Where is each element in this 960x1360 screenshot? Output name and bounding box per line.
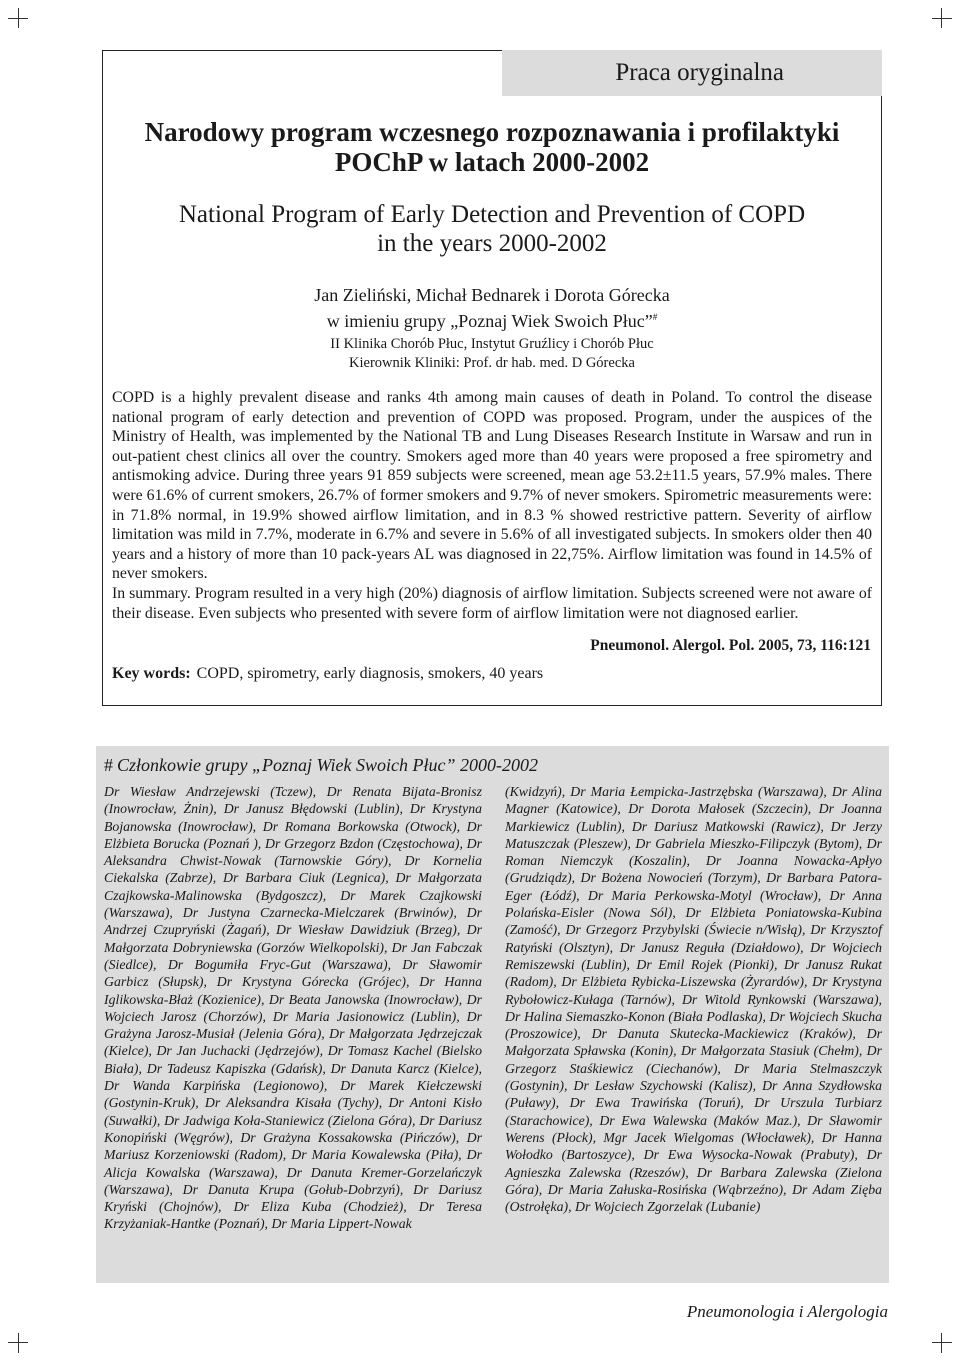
affiliation [102, 335, 882, 373]
citation: Pneumonol. Alergol. Pol. 2005, 73, 116:121 [590, 637, 871, 654]
section-tag-label: Praca oryginalna [615, 59, 784, 86]
members-heading [104, 755, 538, 776]
crop-mark [18, 1333, 19, 1353]
members-hash: # [104, 755, 113, 775]
polish-title-line1: Narodowy program wczesnego rozpoznawania i profilaktyki [144, 117, 840, 147]
authors [102, 284, 882, 332]
abstract-paragraph: COPD is a highly prevalent disease and ranks 4th among main causes of death in Poland. To control the disease national program of early detection and prevention of COPD was proposed. Program, under the auspices of the Ministry of Health, was implemented by the National TB and Lung Diseases Research Institute in Warsaw and run in out-patient chest clinics all over the country. Smokers aged more than 40 years were proposed a free spirometry and antismoking advice. During three years 91 859 subjects were screened, mean age 53.2±11.5 years, 57.9% males. There were 61.6% of current smokers, 26.7% of former smokers and 9.7% of never smokers. Spirometric measurements were: in 71.8% normal, in 19.9% showed airflow limitation, and in 8.3 % showed restrictive pattern. Severity of airflow limitation was mild in 7.7%, moderate in 6.7% and severe in 5.6% of all investigated subjects. In smokers older then 40 years and a history of more than 10 pack-years AL was diagnosed in 22,75%. Airflow limitation was found in 14.5% of never smokers. [112, 389, 872, 583]
keywords-label: Key words: [112, 665, 191, 682]
abstract [112, 388, 872, 623]
members-heading-text: Członkowie grupy „Poznaj Wiek Swoich Płuc” 2000-2002 [117, 755, 538, 775]
keywords-text: COPD, spirometry, early diagnosis, smokers, 40 years [196, 665, 544, 682]
crop-mark [932, 1342, 952, 1343]
footnote-mark: # [652, 312, 658, 322]
section-tag [502, 50, 882, 96]
affiliation-line2: Kierownik Kliniki: Prof. dr hab. med. D Górecka [349, 355, 635, 371]
english-title [102, 200, 882, 258]
members-column-right: (Kwidzyń), Dr Maria Łempicka-Jastrzębska (Warszawa), Dr Alina Magner (Katowice), Dr Dorota Małosek (Szczecin), Dr Joanna Markiewicz (Lublin), Dr Dariusz Matkowski (Rawicz), Dr Jerzy Matuszczak (Pleszew), Dr Gabriela Mieszko-Filipczyk (Bytom), Dr Roman Niemczyk (Koszalin), Dr Joanna Nowacka-Apłyo (Grudziądz), Dr Bożena Nowocień (Torzym), Dr Barbara Patora-Eger (Łódź), Dr Maria Perkowska-Motyl (Wrocław), Dr Anna Polańska-Eisler (Nowa Sól), Dr Elżbieta Poniatowska-Kubina (Zamość), Dr Grzegorz Przybylski (Świecie n/Wisłą), Dr Krzysztof Ratyński (Olsztyn), Dr Janusz Reguła (Działdowo), Dr Wojciech Remiszewski (Lublin), Dr Emil Rojek (Pionki), Dr Janusz Rukat (Radom), Dr Elżbieta Rybicka-Liszewska (Żyrardów), Dr Krystyna Rybołowicz-Kułaga (Tarnów), Dr Witold Rynkowski (Warszawa), Dr Halina Siemaszko-Konon (Biała Podlaska), Dr Wojciech Skucha (Proszowice), Dr Danuta Skutecka-Mackiewicz (Kraków), Dr Małgorzata Spławska (Konin), Dr Małgorzata Stasiuk (Chełm), Dr Grzegorz Staśkiewicz (Ciechanów), Dr Maria Stelmaszczyk (Gostynin), Dr Lesław Szychowski (Kalisz), Dr Anna Szydłowska (Puławy), Dr Ewa Trawińska (Toruń), Dr Urszula Turbiarz (Starachowice), Dr Ewa Walewska (Maków Maz.), Dr Sławomir Werens (Płock), Mgr Jacek Wielgomas (Włocławek), Dr Hanna Wołodko (Bartoszyce), Dr Ewa Wysocka-Nowak (Prabuty), Dr Agnieszka Zalewska (Rzeszów), Dr Barbara Zalewska (Zielona Góra), Dr Maria Załuska-Rosińska (Wąbrzeźno), Dr Adam Zięba (Ostrołęka), Dr Wojciech Zgorzelak (Lubanie) [505, 784, 882, 1215]
english-title-line2: in the years 2000-2002 [377, 230, 607, 257]
crop-mark [932, 18, 952, 19]
polish-title-line2: POChP w latach 2000-2002 [334, 147, 650, 177]
crop-mark [941, 1333, 942, 1353]
author-group-text: w imieniu grupy „Poznaj Wiek Swoich Płuc” [326, 311, 653, 331]
members-column-left: Dr Wiesław Andrzejewski (Tczew), Dr Renata Bijata-Bronisz (Inowrocław, Żnin), Dr Janusz Błędowski (Lublin), Dr Krystyna Bojanowska (Inowrocław), Dr Romana Borkowska (Otwock), Dr Elżbieta Borucka (Poznań ), Dr Grzegorz Bzdon (Częstochowa), Dr Aleksandra Chwist-Nowak (Tarnowskie Góry), Dr Kornelia Ciekalska (Zabrze), Dr Barbara Ciuk (Legnica), Dr Małgorzata Czajkowska-Malinowska (Bydgoszcz), Dr Marek Czajkowski (Warszawa), Dr Justyna Czarnecka-Mielczarek (Brwinów), Dr Andrzej Czupryński (Żagań), Dr Wiesław Dawidziuk (Brzeg), Dr Małgorzata Dobryniewska (Gorzów Wielkopolski), Dr Jan Fabczak (Siedlce), Dr Bogumiła Fryc-Gut (Warszawa), Dr Sławomir Garbicz (Słupsk), Dr Krystyna Górecka (Grójec), Dr Hanna Iglikowska-Błaż (Kozienice), Dr Beata Janowska (Inowrocław), Dr Wojciech Jarosz (Chorzów), Dr Maria Jasionowicz (Lublin), Dr Grażyna Jarosz-Musiał (Jelenia Góra), Dr Małgorzata Jędrzejczak (Kielce), Dr Jan Juchacki (Jędrzejów), Dr Tomasz Kachel (Bielsko Biała), Dr Tadeusz Kapiszka (Gdańsk), Dr Danuta Karcz (Kielce), Dr Wanda Karpińska (Legionowo), Dr Marek Kiełczewski (Gostynin-Kruk), Dr Aleksandra Kisała (Tychy), Dr Antoni Kisło (Suwałki), Dr Jadwiga Koła-Staniewicz (Zielona Góra), Dr Dariusz Konopiński (Węgrów), Dr Grażyna Kossakowska (Pińczów), Dr Mariusz Korzeniowski (Radom), Dr Maria Kowalewska (Piła), Dr Alicja Kowalska (Warszawa), Dr Danuta Kremer-Gorzelańczyk (Warszawa), Dr Danuta Krupa (Gołub-Dobrzyń), Dr Dariusz Kryński (Chojnów), Dr Eliza Kuba (Chodzież), Dr Teresa Krzyżaniak-Hantke (Poznań), Dr Maria Lippert-Nowak [104, 784, 482, 1232]
abstract-summary: In summary. Program resulted in a very high (20%) diagnosis of airflow limitation. Subjects screened were not aware of their disease. Even subjects who presented with severe form of airflow limitation were not diagnosed earlier. [112, 584, 872, 622]
author-group [102, 306, 882, 332]
author-names: Jan Zieliński, Michał Bednarek i Dorota Górecka [314, 285, 670, 305]
english-title-line1: National Program of Early Detection and Prevention of COPD [178, 201, 806, 228]
affiliation-line1: II Klinika Chorób Płuc, Instytut Gruźlicy i Chorób Płuc [330, 336, 654, 352]
polish-title [102, 117, 882, 177]
crop-mark [941, 8, 942, 28]
journal-footer: Pneumonologia i Alergologia [686, 1302, 888, 1321]
crop-mark [18, 8, 19, 28]
keywords [112, 665, 543, 683]
